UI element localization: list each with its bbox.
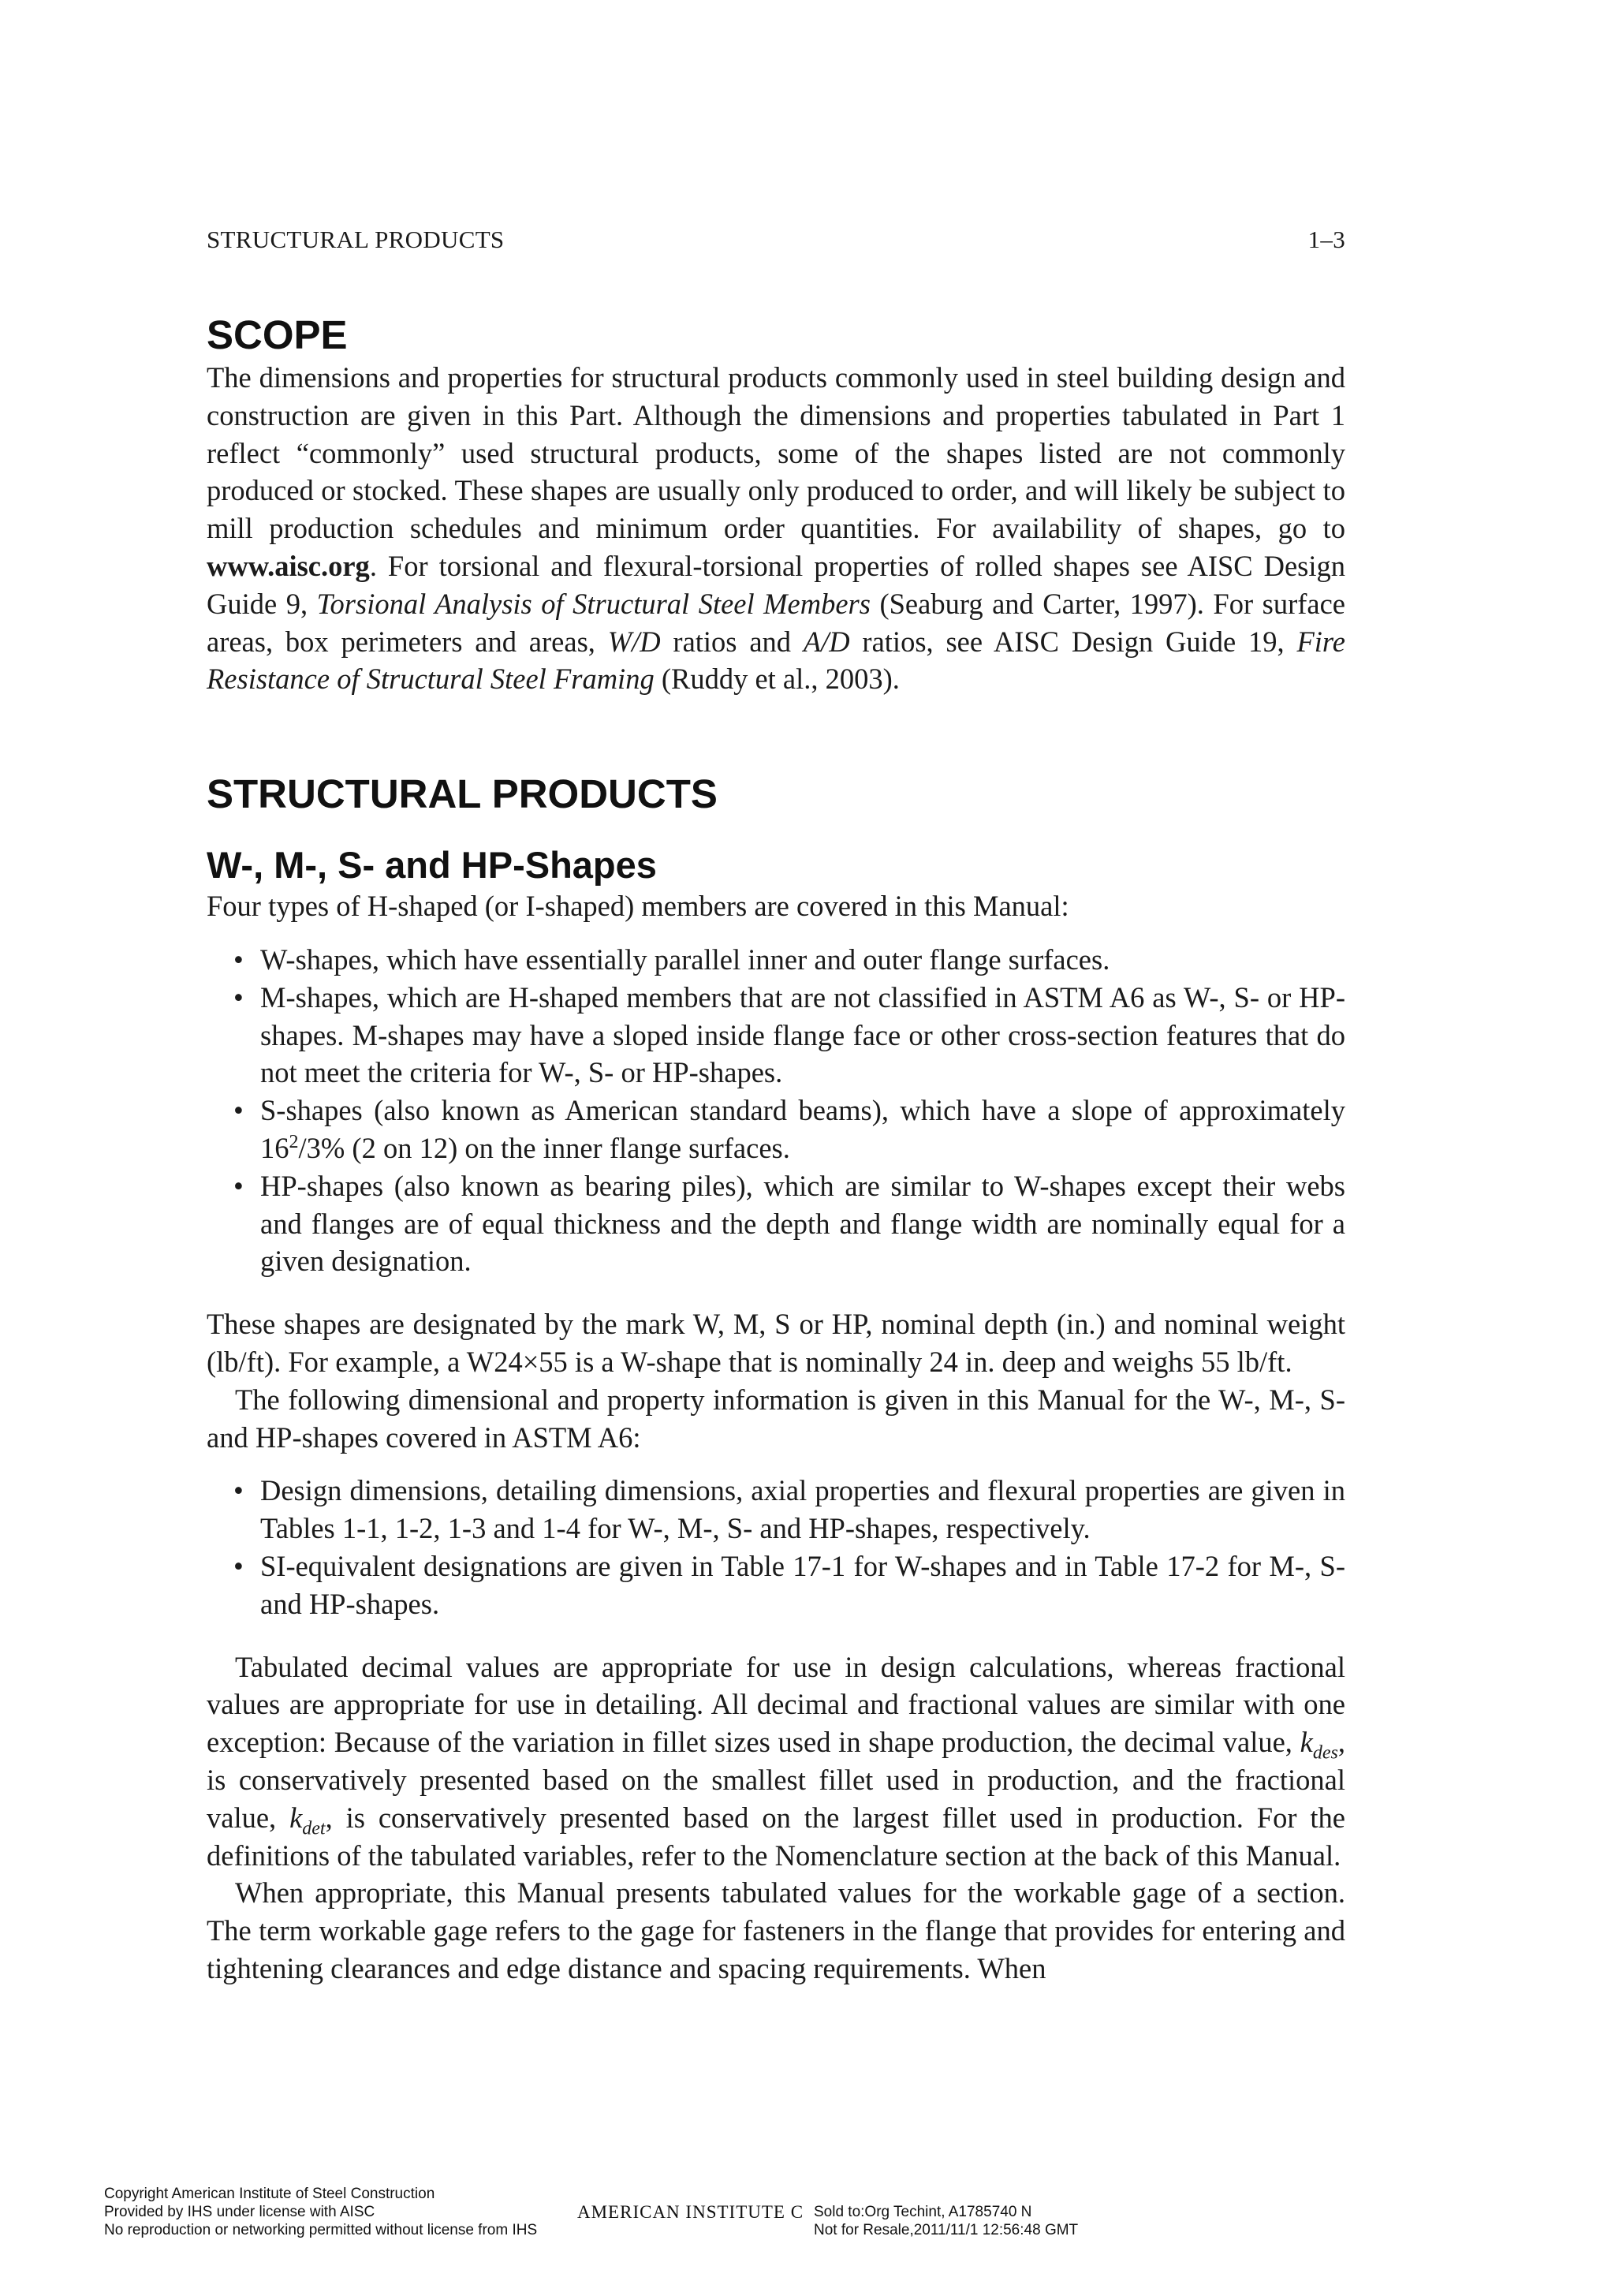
structural-products-heading: STRUCTURAL PRODUCTS	[207, 771, 718, 817]
list-item: • M-shapes, which are H-shaped members that are not classified in ASTM A6 as W-, S- or HP-shapes. M-shapes may have a sloped inside flange face or other cross-section features that do not meet the criteria for W-, S- or HP-shapes.	[207, 979, 1345, 1092]
property-info-list	[207, 1472, 1345, 1622]
tabulated-values-paragraph: Tabulated decimal values are appropriate for use in design calculations, whereas fractional values are appropriate for use in detailing. All decimal and fractional values are similar with one exception: Because of the variation in fillet sizes used in shape production, the decimal value, $k_{des}$, is conservatively presented based on the smallest fillet used in production, and the fractional value, $k_{det}$, is conservatively presented based on the largest fillet used in production. For the definitions of the tabulated variables, refer to the Nomenclature section at the back of this Manual.	[207, 1650, 1345, 1872]
list-item: • SI-equivalent designations are given in Table 17-1 for W-shapes and in Table 17-2 for M-, S- and HP-shapes.	[207, 1547, 1345, 1623]
shapes-subheading: W-, M-, S- and HP-Shapes	[207, 844, 657, 887]
footer-copyright: Copyright American Institute of Steel Construction	[104, 2186, 435, 2202]
shapes-intro: Four types of H-shaped (or I-shaped) members are covered in this Manual:	[207, 890, 1069, 923]
shape-types-list	[207, 941, 1345, 1280]
list-item: • Design dimensions, detailing dimensions, axial properties and flexural properties are given in Tables 1-1, 1-2, 1-3 and 1-4 for W-, M-, S- and HP-shapes, respectively.	[207, 1472, 1345, 1547]
following-paragraph: The following dimensional and property information is given in this Manual for the W-, M-, S- and HP-shapes covered in ASTM A6:	[207, 1383, 1345, 1454]
page-number: 1–3	[1307, 226, 1345, 253]
running-head	[207, 226, 1345, 254]
designation-paragraph: These shapes are designated by the mark W, M, S or HP, nominal depth (in.) and nominal weight (lb/ft). For example, a W24×55 is a W-shape that is nominally 24 in. deep and weighs 55 lb/ft.	[207, 1308, 1345, 1378]
footer-publisher: AMERICAN INSTITUTE C	[577, 2202, 804, 2222]
list-item: • W-shapes, which have essentially parallel inner and outer flange surfaces.	[207, 941, 1345, 979]
running-head-title: STRUCTURAL PRODUCTS	[207, 226, 505, 253]
footer-not-for-resale: Not for Resale,2011/11/1 12:56:48 GMT	[814, 2222, 1079, 2238]
scope-paragraph: The dimensions and properties for structural products commonly used in steel building design and construction are given in this Part. Although the dimensions and properties tabulated in Part 1 reflect “commonly” used structural products, some of the shapes listed are not commonly produced or stocked. These shapes are usually only produced to order, and will likely be subject to mill production schedules and minimum order quantities. For availability of shapes, go to www.aisc.org. For torsional and flexural-torsional properties of rolled shapes see AISC Design Guide 9, Torsional Analysis of Structural Steel Members (Seaburg and Carter, 1997). For surface areas, box perimeters and areas, W/D ratios and A/D ratios, see AISC Design Guide 19, Fire Resistance of Structural Steel Framing (Ruddy et al., 2003).	[207, 361, 1346, 696]
page-content	[207, 312, 1345, 1988]
list-item: • S-shapes (also known as American standard beams), which have a slope of approximately $16^2/3\%$ (2 on 12) on the inner flange surfaces.	[207, 1092, 1345, 1167]
aisc-website-link[interactable]: www.aisc.org	[207, 549, 370, 582]
footer-sold-to: Sold to:Org Techint, A1785740 N	[814, 2204, 1032, 2220]
design-guide-19-title: Fire Resistance of Structural Steel Framing	[207, 625, 1345, 696]
list-item: • HP-shapes (also known as bearing piles), which are similar to W-shapes except their webs and flanges are of equal thickness and the depth and flange width are nominally equal for a given designation.	[207, 1167, 1345, 1280]
footer-license: Provided by IHS under license with AISC	[104, 2204, 375, 2220]
copyright-footer	[104, 2185, 1129, 2239]
scope-heading: SCOPE	[207, 312, 348, 357]
design-guide-9-title: Torsional Analysis of Structural Steel Members	[316, 587, 871, 620]
footer-no-reproduction: No reproduction or networking permitted without license from IHS	[104, 2222, 538, 2238]
workable-gage-paragraph: When appropriate, this Manual presents tabulated values for the workable gage of a section. The term workable gage refers to the gage for fasteners in the flange that provides for entering and tightening clearances and edge distance and spacing requirements. When	[207, 1876, 1345, 1984]
